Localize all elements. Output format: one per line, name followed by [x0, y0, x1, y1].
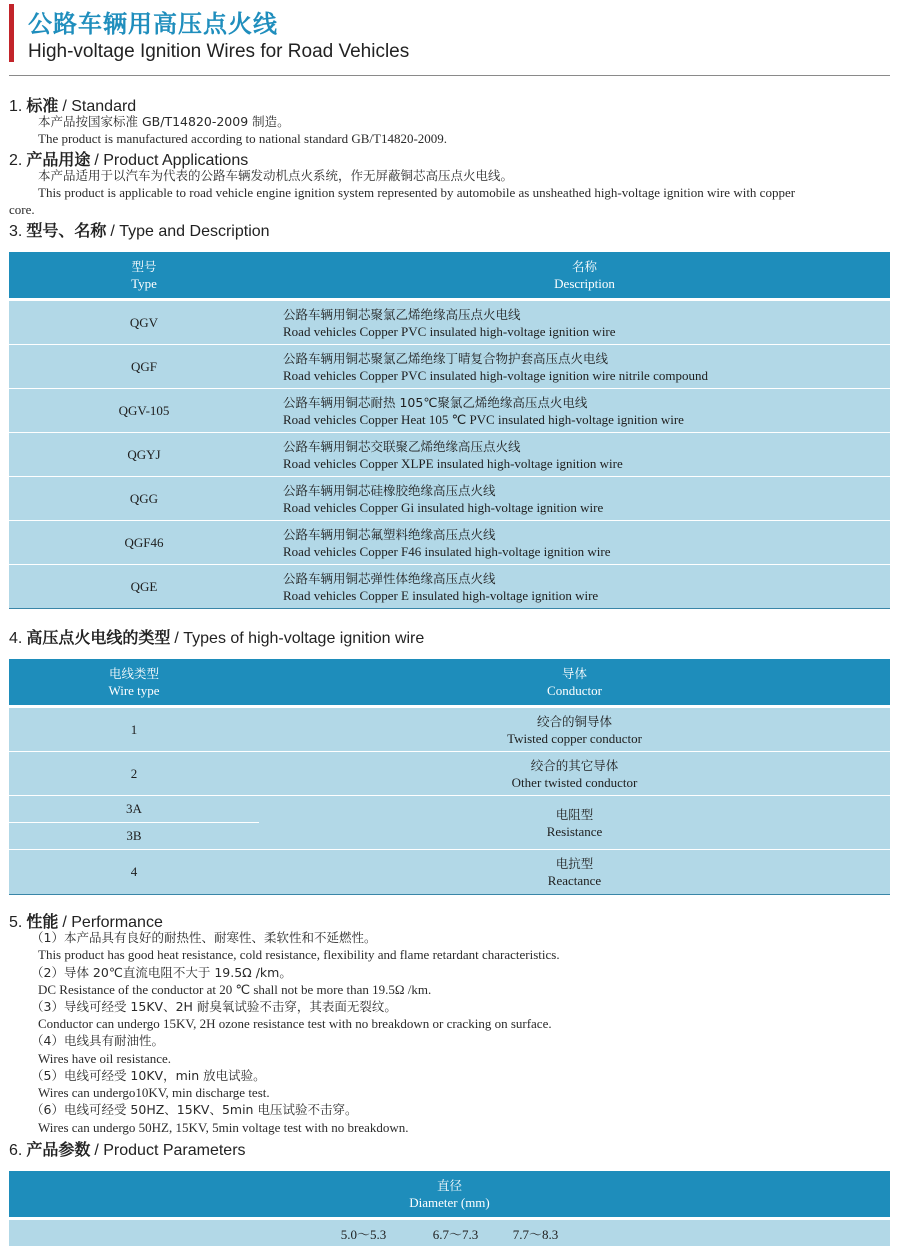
performance-item-cn: （2）导体 20℃直流电阻不大于 19.5Ω /km。	[31, 965, 292, 980]
table-bottom-rule	[9, 894, 890, 895]
page-title-en: High-voltage Ignition Wires for Road Vehicles	[28, 41, 410, 62]
description-column-header: 名称 Description	[554, 259, 615, 291]
performance-item-cn: （1）本产品具有良好的耐热性、耐寒性、柔软性和不延燃性。	[31, 930, 377, 945]
table-row: 4 电抗型 Reactance	[9, 849, 890, 894]
standard-text-cn: 本产品按国家标准 GB/T14820-2009 制造。	[38, 114, 290, 129]
section-performance-title: 5. 性能 / Performance	[9, 912, 163, 931]
section-standard-title: 1. 标准 / Standard	[9, 96, 137, 115]
applications-text-cn: 本产品适用于以汽车为代表的公路车辆发动机点火系统，作无屏蔽铜芯高压点火电线。	[38, 168, 514, 183]
performance-item-en: Conductor can undergo 15KV, 2H ozone resistance test with no breakdown or cracking on surface.	[38, 1016, 552, 1031]
section-applications-title: 2. 产品用途 / Product Applications	[9, 150, 249, 169]
wire-table-header	[9, 659, 890, 705]
performance-item-en: Wires have oil resistance.	[38, 1051, 172, 1066]
performance-item-cn: （6）电线可经受 50HZ、15KV、5min 电压试验不击穿。	[31, 1102, 358, 1117]
performance-item-cn: （4）电线具有耐油性。	[31, 1033, 164, 1048]
type-column-header: 型号 Type	[131, 259, 157, 291]
wire-type-3b: 3B	[126, 828, 142, 843]
diameter-value: 6.7～7.3	[432, 1226, 479, 1242]
section-wire-types-title: 4. 高压点火电线的类型 / Types of high-voltage ignition wire	[9, 628, 425, 647]
header-divider	[9, 75, 890, 76]
table-row: QGV 公路车辆用铜芯聚氯乙烯绝缘高压点火电线 Road vehicles Copper PVC insulated high-voltage ignition wire	[9, 298, 890, 344]
title-accent-bar	[9, 4, 14, 62]
standard-text-en: The product is manufactured according to national standard GB/T14820-2009.	[38, 131, 448, 146]
applications-text-en: This product is applicable to road vehicle engine ignition system represented by automobile as unsheathed high-voltage ignition wire with copper	[38, 185, 796, 200]
wire-type-column-header: 电线类型 Wire type	[108, 666, 160, 698]
table-row: QGE 公路车辆用铜芯弹性体绝缘高压点火线 Road vehicles Copper E insulated high-voltage ignition wire	[9, 564, 890, 608]
table-row: 1 绞合的铜导体 Twisted copper conductor	[9, 705, 890, 751]
type-table	[9, 252, 890, 609]
diameter-value: 7.7～8.3	[512, 1226, 559, 1242]
applications-text-en-cont: core.	[9, 202, 35, 217]
table-row: 3A 3B 电阻型 Resistance	[9, 795, 890, 849]
conductor-column-header: 导体 Conductor	[547, 666, 602, 698]
table-row: QGF46 公路车辆用铜芯氟塑料绝缘高压点火线 Road vehicles Copper F46 insulated high-voltage ignition wire	[9, 520, 890, 564]
page-title-cn: 公路车辆用高压点火线	[28, 10, 278, 38]
performance-item-en: Wires can undergo10KV, min discharge test.	[38, 1085, 270, 1100]
wire-type-3a: 3A	[126, 801, 142, 816]
performance-item-en: DC Resistance of the conductor at 20 ℃ shall not be more than 19.5Ω /km.	[38, 982, 432, 997]
section-parameters-title: 6. 产品参数 / Product Parameters	[9, 1140, 246, 1159]
wire-type-table	[9, 659, 890, 895]
diameter-value: 5.0～5.3	[340, 1226, 387, 1242]
table-bottom-rule	[9, 608, 890, 609]
performance-item-en: Wires can undergo 50HZ, 15KV, 5min voltage test with no breakdown.	[38, 1120, 409, 1135]
table-row: QGG 公路车辆用铜芯硅橡胶绝缘高压点火线 Road vehicles Copper Gi insulated high-voltage ignition wire	[9, 476, 890, 520]
diameter-header: 直径 Diameter (mm)	[9, 1171, 890, 1217]
section-types-title: 3. 型号、名称 / Type and Description	[9, 221, 270, 240]
type-table-header	[9, 252, 890, 298]
table-row: QGYJ 公路车辆用铜芯交联聚乙烯绝缘高压点火线 Road vehicles Copper XLPE insulated high-voltage ignition wire	[9, 432, 890, 476]
performance-item-en: This product has good heat resistance, cold resistance, flexibility and flame retardant characteristics.	[38, 947, 560, 962]
performance-item-cn: （5）电线可经受 10KV，min 放电试验。	[31, 1068, 266, 1083]
parameter-table	[9, 1171, 890, 1246]
table-row	[9, 1217, 890, 1246]
table-row: QGV-105 公路车辆用铜芯耐热 105℃聚氯乙烯绝缘高压点火电线 Road vehicles Copper Heat 105 ℃ PVC insulated high-voltage ignition wire	[9, 388, 890, 432]
table-row: 2 绞合的其它导体 Other twisted conductor	[9, 751, 890, 795]
table-row: QGF 公路车辆用铜芯聚氯乙烯绝缘丁晴复合物护套高压点火电线 Road vehicles Copper PVC insulated high-voltage ignition wire nitrile compound	[9, 344, 890, 388]
performance-item-cn: （3）导线可经受 15KV、2H 耐臭氧试验不击穿，其表面无裂纹。	[31, 999, 397, 1014]
